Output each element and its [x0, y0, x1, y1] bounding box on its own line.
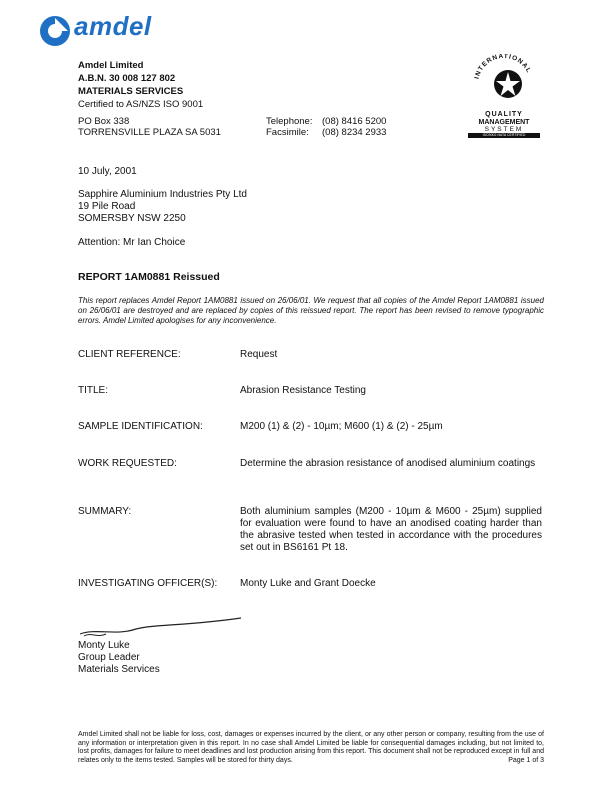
contact-details: [266, 116, 386, 138]
company-name: Amdel Limited: [78, 60, 144, 71]
summary-label: SUMMARY:: [78, 506, 132, 517]
badge-line4: ISO9002 NATA CERTIFIED: [468, 133, 540, 138]
recipient-address: [78, 189, 247, 225]
letter-date: 10 July, 2001: [78, 166, 137, 177]
telephone-number: (08) 8416 5200: [322, 116, 387, 127]
amdel-logo-icon: [38, 14, 72, 48]
badge-ring-text: INTERNATIONAL: [473, 54, 533, 80]
sample-identification-label: SAMPLE IDENTIFICATION:: [78, 421, 203, 432]
po-box: PO Box 338: [78, 116, 130, 127]
facsimile-label: Facsimile:: [266, 127, 309, 138]
badge-line2: MANAGEMENT: [478, 118, 530, 126]
recipient-street: 19 Pile Road: [78, 201, 136, 212]
recipient-town: SOMERSBY NSW 2250: [78, 213, 186, 224]
title-value: Abrasion Resistance Testing: [240, 385, 366, 396]
postal-address: [78, 116, 221, 138]
title-label: TITLE:: [78, 385, 109, 396]
company-abn: A.B.N. 30 008 127 802: [78, 73, 176, 84]
work-requested-value: Determine the abrasion resistance of anodised aluminium coatings: [240, 458, 536, 469]
sample-identification-value: M200 (1) & (2) - 10µm; M600 (1) & (2) - 25µm: [240, 421, 443, 432]
recipient-company: Sapphire Aluminium Industries Pty Ltd: [78, 189, 247, 200]
badge-line3: SYSTEM: [484, 126, 524, 133]
signatory-role: Group Leader: [78, 652, 140, 663]
client-reference-label: CLIENT REFERENCE:: [78, 349, 181, 360]
quality-management-badge: [468, 54, 540, 142]
footer-disclaimer: [78, 731, 544, 765]
page-number: Page 1 of 3: [508, 756, 544, 764]
handwritten-signature: [76, 614, 246, 642]
client-reference-value: Request: [240, 349, 278, 360]
company-division: MATERIALS SERVICES: [78, 86, 184, 97]
company-block: [78, 59, 203, 111]
brand-name: amdel: [74, 11, 152, 41]
signatory-block: [78, 640, 160, 676]
badge-line1: QUALITY: [485, 111, 523, 118]
facsimile-number: (08) 8234 2933: [322, 127, 387, 138]
signatory-department: Materials Services: [78, 664, 160, 675]
reissue-notice: This report replaces Amdel Report 1AM0881 issued on 26/06/01. We request that all copies of the Amdel Report 1AM0881 issued on 26/06/01 are destroyed and are replaced by copies of this reissued report. The report has been revised to remove typographic errors. Amdel Limited apologises for any inconvenience.: [78, 296, 544, 325]
investigating-officers-label: INVESTIGATING OFFICER(S):: [78, 578, 218, 589]
disclaimer-text: Amdel Limited shall not be liable for loss, cost, damages or expenses incurred by the client, or any other person or company, resulting from the use of any information or interpretation given in this report. In no case shall Amdel Limited be liable for consequential damages including, but not limited to, lost profits, damages for failure to meet deadlines and lost production arising from this report. This document shall not be reproduced except in full and relates only to the items tested. Samples will be stored for thirty days.: [78, 731, 544, 764]
attention-line: Attention: Mr Ian Choice: [78, 237, 186, 248]
telephone-label: Telephone:: [266, 116, 313, 127]
company-certification: Certified to AS/NZS ISO 9001: [78, 99, 204, 110]
summary-value: Both aluminium samples (M200 - 10µm & M600 - 25µm) supplied for evaluation were found to have an anodised coating harder than the abrasive tested when tested in accordance with the procedures set out in BS6161 Pt 18.: [240, 506, 542, 553]
signatory-name: Monty Luke: [78, 640, 130, 651]
suburb: TORRENSVILLE PLAZA SA 5031: [78, 127, 221, 138]
work-requested-label: WORK REQUESTED:: [78, 458, 177, 469]
investigating-officers-value: Monty Luke and Grant Doecke: [240, 578, 376, 589]
quality-star-icon: [468, 54, 540, 106]
report-title: REPORT 1AM0881 Reissued: [78, 271, 220, 283]
